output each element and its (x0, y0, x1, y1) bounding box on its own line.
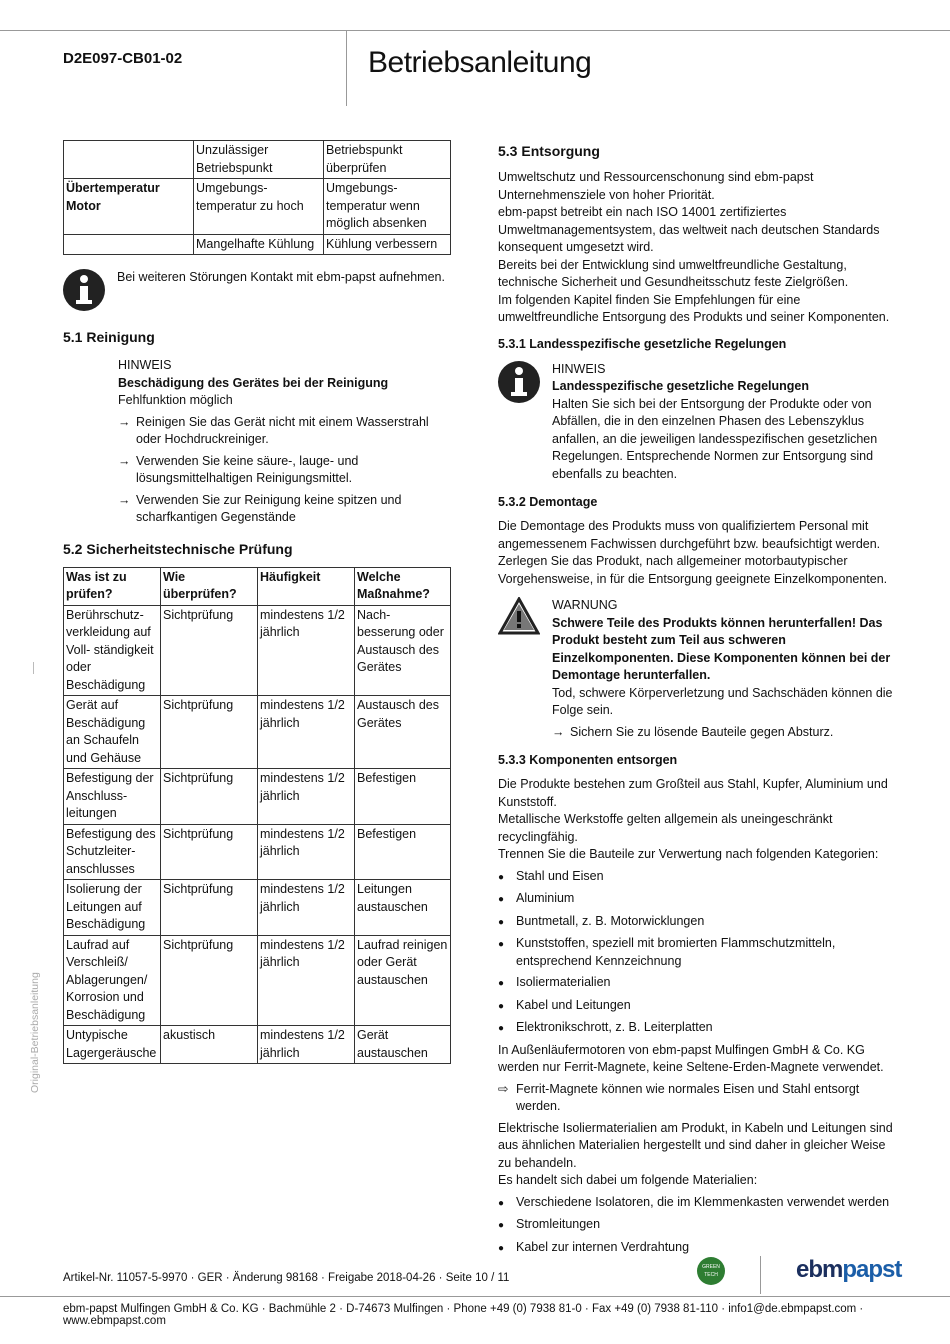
table-cell: Gerät auf Beschädigung an Schaufeln und Gehäuse (64, 696, 161, 769)
list-item (552, 724, 893, 742)
info-note-text: Bei weiteren Störungen Kontakt mit ebm-papst aufnehmen. (117, 270, 445, 284)
notice-subtitle: Landesspezifische gesetzliche Regelungen (552, 379, 810, 393)
table-cell: Sichtprüfung (161, 769, 258, 825)
notice-label: HINWEIS (118, 358, 172, 372)
list-item-text: Verwenden Sie zur Reinigung keine spitzen und scharfkantigen Gegenstände (136, 492, 402, 524)
table-cell: Übertemperatur Motor (64, 179, 194, 235)
cleaning-notice (118, 357, 451, 527)
table-cell: Sichtprüfung (161, 880, 258, 936)
info-note (63, 269, 451, 311)
list-item (498, 1019, 893, 1038)
table-cell: Betriebspunkt überprüfen (324, 141, 451, 179)
section-heading: 5.3 Entsorgung (498, 143, 600, 159)
logo-part: papst (842, 1256, 902, 1283)
ebmpapst-logo (796, 1256, 901, 1284)
table-cell: Kühlung verbessern (324, 234, 451, 255)
notice-label: HINWEIS (552, 361, 606, 376)
table-row (64, 824, 451, 880)
header-rule (0, 30, 950, 31)
list-item-text: Buntmetall, z. B. Motorwicklungen (516, 913, 705, 928)
table-cell (64, 234, 194, 255)
table-cell: Gerät austauschen (355, 1026, 451, 1064)
bullet-icon: ● (498, 939, 505, 950)
bullet-icon: ● (498, 871, 505, 883)
list-item-text: Stahl und Eisen (516, 868, 604, 883)
greentech-label: GREEN TECH (702, 1264, 720, 1278)
result-arrow-icon: ⇨ (498, 1081, 509, 1096)
list-item (498, 1194, 893, 1213)
table-header: Was ist zu prüfen? (64, 567, 161, 605)
list-item (498, 868, 893, 887)
arrow-icon: → (552, 724, 565, 739)
table-row (64, 141, 451, 179)
list-item-text: Kabel und Leitungen (516, 997, 631, 1012)
regulation-notice (498, 361, 893, 484)
notice-text: Fehlfunktion möglich (118, 393, 233, 407)
table-cell: Umgebungs-temperatur wenn möglich absenken (324, 179, 451, 235)
table-cell: Mangelhafte Kühlung (194, 234, 324, 255)
table-row (64, 769, 451, 825)
footer-rule (0, 1296, 950, 1297)
table-cell: Befestigen (355, 824, 451, 880)
table-cell: Isolierung der Leitungen auf Beschädigung (64, 880, 161, 936)
table-row (64, 605, 451, 696)
list-item-text: Kunststoffen, speziell mit bromierten Flammschutzmitteln, entsprechend Kennzeichnung (516, 936, 836, 968)
table-cell: mindestens 1/2 jährlich (258, 824, 355, 880)
table-row (64, 880, 451, 936)
list-item-text: Elektronikschrott, z. B. Leiterplatten (516, 1020, 713, 1034)
table-cell: Sichtprüfung (161, 605, 258, 696)
subsection-heading: 5.3.3 Komponenten entsorgen (498, 753, 678, 767)
list-item (498, 1239, 893, 1258)
table-cell: Berührschutz-verkleidung auf Voll- ständigkeit oder Beschädigung (64, 605, 161, 696)
paragraph: Metallische Werkstoffe gelten allgemein als uneingeschränkt recyclingfähig. (498, 812, 833, 844)
list-item-text: Sichern Sie zu lösende Bauteile gegen Absturz. (570, 724, 834, 739)
table-cell: mindestens 1/2 jährlich (258, 1026, 355, 1064)
result-text: Ferrit-Magnete können wie normales Eisen und Stahl entsorgt werden. (516, 1081, 860, 1113)
table-cell: Sichtprüfung (161, 824, 258, 880)
table-row (64, 1026, 451, 1064)
table-cell: Umgebungs-temperatur zu hoch (194, 179, 324, 235)
warning-notice (498, 597, 893, 741)
warning-headline: Schwere Teile des Produkts können herunterfallen! Das Produkt besteht zum Teil aus schweren Einzelkomponenten. Diese Komponenten können bei der Demontage herunterfallen. (552, 615, 891, 682)
side-label: Original-Betriebsanleitung (29, 972, 41, 1093)
info-icon (63, 269, 105, 311)
components-section (498, 776, 893, 1257)
paragraph: Bereits bei der Entwicklung sind umweltfreundliche Gestaltung, technische Sicherheit und Gesundheitsschutz feste Zielgrößen. (498, 257, 849, 289)
table-header: Welche Maßnahme? (355, 567, 451, 605)
paragraph: Trennen Sie die Bauteile zur Verwertung nach folgenden Kategorien: (498, 847, 879, 861)
list-item (498, 974, 893, 993)
table-row (64, 234, 451, 255)
footer-meta: Artikel-Nr. 11057-5-9970 · GER · Änderung 98168 · Freigabe 2018-04-26 · Seite 10 / 11 (63, 1272, 510, 1284)
info-icon (498, 361, 540, 403)
list-item (118, 492, 451, 527)
list-item (118, 414, 451, 449)
bullet-icon: ● (498, 1220, 505, 1231)
left-column (63, 140, 451, 1064)
list-item (498, 997, 893, 1016)
table-cell: Austausch des Gerätes (355, 696, 451, 769)
list-item-text: Reinigen Sie das Gerät nicht mit einem Wasserstrahl oder Hochdruckreiniger. (136, 414, 429, 446)
notice-subtitle: Beschädigung des Gerätes bei der Reinigung (118, 375, 389, 390)
disposal-intro (498, 169, 893, 327)
bullet-icon: ● (498, 1023, 505, 1034)
table-cell: mindestens 1/2 jährlich (258, 880, 355, 936)
document-code: D2E097-CB01-02 (63, 50, 183, 67)
bullet-icon: ● (498, 1197, 505, 1209)
margin-tick (33, 662, 34, 674)
paragraph: Es handelt sich dabei um folgende Materialien: (498, 1173, 758, 1187)
list-item-text: Verschiedene Isolatoren, die im Klemmenkasten verwendet werden (516, 1194, 890, 1209)
paragraph: Umweltschutz und Ressourcenschonung sind ebm-papst Unternehmensziele von hoher Priorität. (498, 170, 814, 202)
right-column (498, 140, 893, 1261)
header-separator (346, 30, 347, 106)
bullet-icon: ● (498, 1242, 505, 1254)
arrow-icon: → (118, 414, 131, 429)
table-cell: mindestens 1/2 jährlich (258, 935, 355, 1026)
table-cell: mindestens 1/2 jährlich (258, 769, 355, 825)
paragraph: ebm-papst betreibt ein nach ISO 14001 zertifiziertes Umweltmanagementsystem, das weltweit nach deutschen Standards konsequent umgesetzt wird. (498, 205, 880, 254)
table-cell: Sichtprüfung (161, 696, 258, 769)
document-title: Betriebsanleitung (368, 46, 592, 79)
list-item-text: Stromleitungen (516, 1217, 601, 1231)
paragraph: In Außenläufermotoren von ebm-papst Mulfingen GmbH & Co. KG werden nur Ferrit-Magnete, keine Seltene-Erden-Magnete verwendet. (498, 1042, 884, 1074)
table-cell (64, 141, 194, 179)
paragraph: Die Demontage des Produkts muss von qualifiziertem Personal mit angemessenem Fachwissen durchgeführt bzw. beaufsichtigt werden. Zerlegen Sie das Produkt, nach allgemeiner motorbautypischer Vorgehensweise, in für die Entsorgung geeignete Einzelkomponenten. (498, 519, 888, 586)
list-item (118, 453, 451, 488)
table-header: Wie überprüfen? (161, 567, 258, 605)
footer-separator (760, 1256, 761, 1294)
warning-text: Tod, schwere Körperverletzung und Sachschäden können die Folge sein. (552, 685, 893, 717)
paragraph: Elektrische Isoliermaterialien am Produkt, in Kabeln und Leitungen sind aus ähnlichen Materialien hergestellt und sind daher in gleicher Weise zu behandeln. (498, 1120, 893, 1170)
greentech-logo (697, 1257, 725, 1285)
list-item-text: Verwenden Sie keine säure-, lauge- und lösungsmittelhaltigen Reinigungsmittel. (136, 453, 359, 485)
material-list (498, 1194, 893, 1258)
table-row (64, 179, 451, 235)
table-header-row (64, 567, 451, 605)
arrow-icon: → (118, 492, 131, 507)
notice-text: Halten Sie sich bei der Entsorgung der Produkte oder von Abfällen, die in den einzelnen Phasen des Lebenszyklus anfallen, an die jeweiligen landesspezifischen gesetzlichen Regelungen. Entsprechende Normen zur Entsorgung sind ebenfalls zu beachten. (552, 396, 878, 481)
table-cell: Leitungen austauschen (355, 880, 451, 936)
paragraph: Im folgenden Kapitel finden Sie Empfehlungen für eine umweltfreundliche Entsorgung des Produkts und seiner Komponenten. (498, 292, 890, 324)
subsection-heading: 5.3.2 Demontage (498, 495, 598, 509)
table-cell: mindestens 1/2 jährlich (258, 696, 355, 769)
bullet-icon: ● (498, 978, 505, 989)
subsection-heading: 5.3.1 Landesspezifische gesetzliche Regelungen (498, 336, 787, 351)
list-item (498, 935, 893, 970)
table-cell: Untypische Lagergeräusche (64, 1026, 161, 1064)
result-item (498, 1081, 893, 1116)
arrow-icon: → (118, 453, 131, 468)
table-cell: Unzulässiger Betriebspunkt (194, 141, 324, 179)
table-cell: Befestigung des Schutzleiter-anschlusses (64, 824, 161, 880)
section-heading: 5.1 Reinigung (63, 329, 155, 345)
table-cell: Befestigung der Anschluss-leitungen (64, 769, 161, 825)
table-cell: Laufrad auf Verschleiß/ Ablagerungen/ Korrosion und Beschädigung (64, 935, 161, 1026)
list-item-text: Isoliermaterialien (516, 975, 611, 989)
table-cell: Laufrad reinigen oder Gerät austauschen (355, 935, 451, 1026)
paragraph: Die Produkte bestehen zum Großteil aus Stahl, Kupfer, Aluminium und Kunststoff. (498, 777, 888, 809)
category-list (498, 868, 893, 1038)
logo-part: ebm (796, 1256, 843, 1283)
table-cell: Sichtprüfung (161, 935, 258, 1026)
bullet-icon: ● (498, 894, 505, 905)
footer-address: ebm-papst Mulfingen GmbH & Co. KG · Bachmühle 2 · D-74673 Mulfingen · Phone +49 (0) 7938 81-0 · Fax +49 (0) 7938 81-110 · info1@de.ebmpapst.com · www.ebmpapst.com (63, 1303, 864, 1327)
bullet-icon: ● (498, 1000, 505, 1012)
table-row (64, 935, 451, 1026)
warning-triangle-icon (498, 597, 540, 635)
warning-label: WARNUNG (552, 598, 618, 612)
table-cell: Befestigen (355, 769, 451, 825)
table-cell: Nach-besserung oder Austausch des Gerätes (355, 605, 451, 696)
list-item-text: Kabel zur internen Verdrahtung (516, 1239, 690, 1254)
inspection-table (63, 567, 451, 1065)
list-item (498, 913, 893, 932)
fault-table (63, 140, 451, 255)
list-item (498, 890, 893, 909)
bullet-icon: ● (498, 916, 505, 928)
table-row (64, 696, 451, 769)
list-item-text: Aluminium (516, 891, 575, 905)
section-heading: 5.2 Sicherheitstechnische Prüfung (63, 540, 293, 557)
table-cell: akustisch (161, 1026, 258, 1064)
list-item (498, 1216, 893, 1235)
table-cell: mindestens 1/2 jährlich (258, 605, 355, 696)
table-header: Häufigkeit (258, 567, 355, 605)
